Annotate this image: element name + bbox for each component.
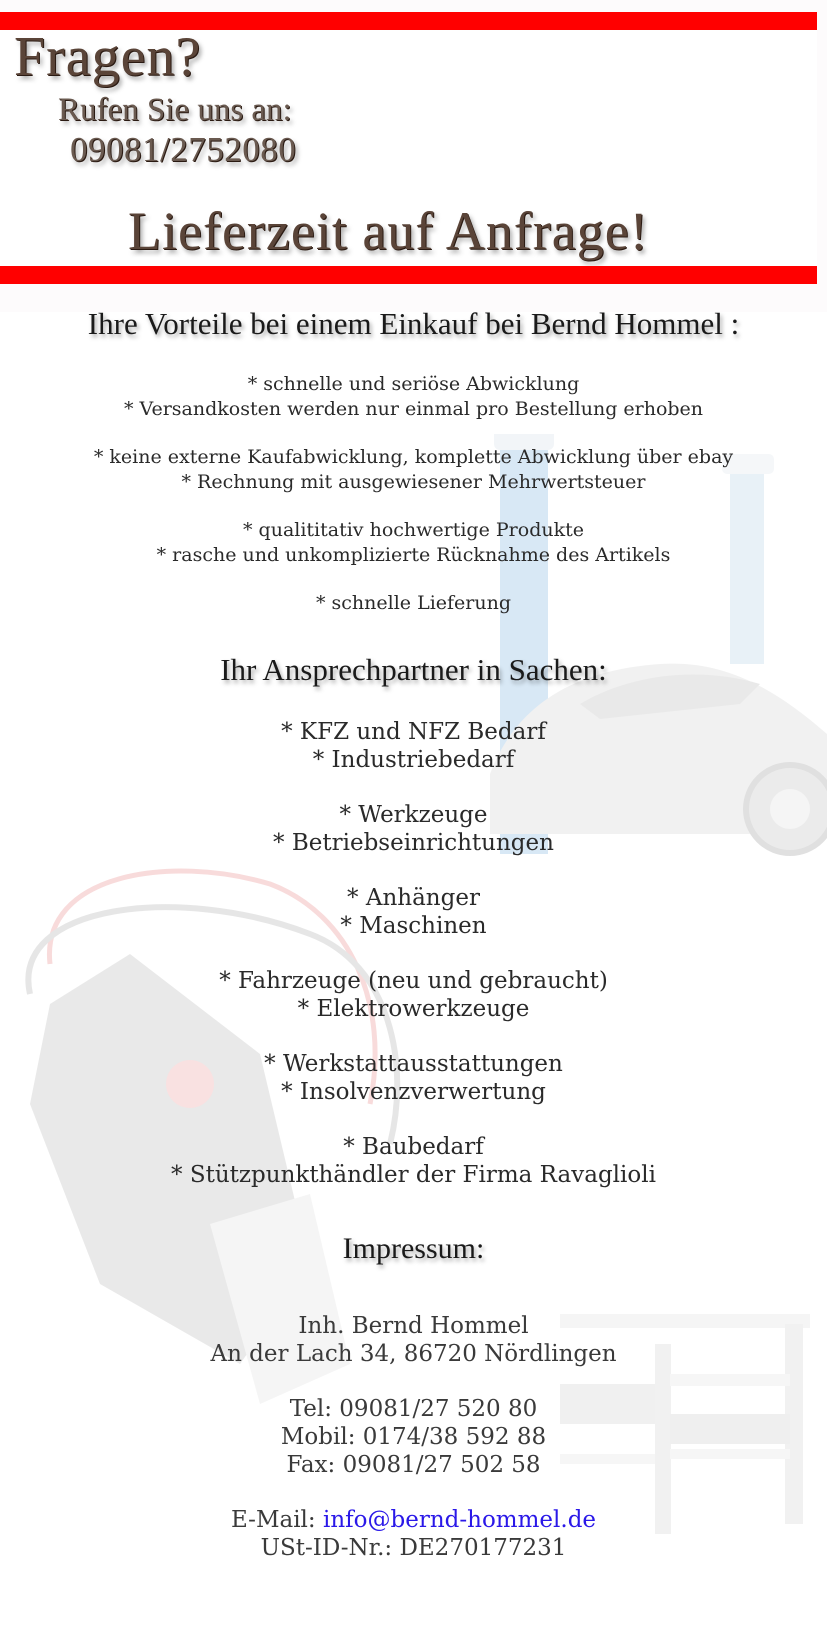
contact-area-item: * Betriebseinrichtungen [273,830,554,856]
header-banner [0,12,817,284]
red-divider-bottom [0,266,817,284]
contact-area-item: * Fahrzeuge (neu und gebraucht) [219,968,608,994]
content-area [0,284,827,1644]
benefit-item: * schnelle und seriöse Abwicklung [247,373,580,395]
benefits-heading: Ihre Vorteile bei einem Einkauf bei Bernd Hommel : [87,306,740,341]
contact-area-item: * Stützpunkthändler der Firma Ravaglioli [171,1162,656,1188]
contact-areas-heading: Ihr Ansprechpartner in Sachen: [220,652,607,687]
impressum-heading: Impressum: [342,1232,485,1265]
contact-area-item: * Elektrowerkzeuge [297,996,530,1022]
delivery-notice: Lieferzeit auf Anfrage! [128,201,649,261]
telephone: Tel: 09081/27 520 80 [289,1396,538,1422]
email-link[interactable]: info@bernd-hommel.de [322,1507,597,1533]
address: An der Lach 34, 86720 Nördlingen [210,1341,617,1367]
contact-area-item: * Industriebedarf [312,747,515,773]
vat-id: USt-ID-Nr.: DE270177231 [260,1535,567,1561]
benefits-list [0,372,827,616]
owner-name: Inh. Bernd Hommel [298,1313,529,1339]
benefit-item: * Rechnung mit ausgewiesener Mehrwertsteuer [181,470,646,493]
contact-area-item: * Insolvenzverwertung [281,1079,546,1105]
call-prompt: Rufen Sie uns an: [58,92,292,128]
fax: Fax: 09081/27 502 58 [286,1452,541,1478]
contact-areas-list [0,718,827,1189]
header-phone: 09081/2752080 [70,130,297,169]
benefit-item: * schnelle Lieferung [315,592,512,614]
contact-area-item: * Werkzeuge [339,802,488,828]
email-label: E-Mail: [230,1507,323,1533]
benefit-item: * Versandkosten werden nur einmal pro Bestellung erhoben [123,397,704,420]
contact-area-item: * Baubedarf [343,1134,484,1160]
contact-area-item: * KFZ und NFZ Bedarf [281,719,546,745]
mobile-phone: Mobil: 0174/38 592 88 [280,1424,547,1450]
benefit-item: * qualititativ hochwertige Produkte [243,519,584,541]
benefit-item: * rasche und unkomplizierte Rücknahme des Artikels [156,543,671,566]
contact-area-item: * Anhänger [347,885,480,911]
impressum-block [0,1312,827,1562]
contact-area-item: * Maschinen [340,913,487,939]
header-title: Fragen? [14,26,202,88]
email-line [0,1506,827,1534]
contact-area-item: * Werkstattausstattungen [264,1051,563,1077]
top-strip [0,0,827,12]
benefit-item: * keine externe Kaufabwicklung, komplette Abwicklung über ebay [93,446,734,468]
